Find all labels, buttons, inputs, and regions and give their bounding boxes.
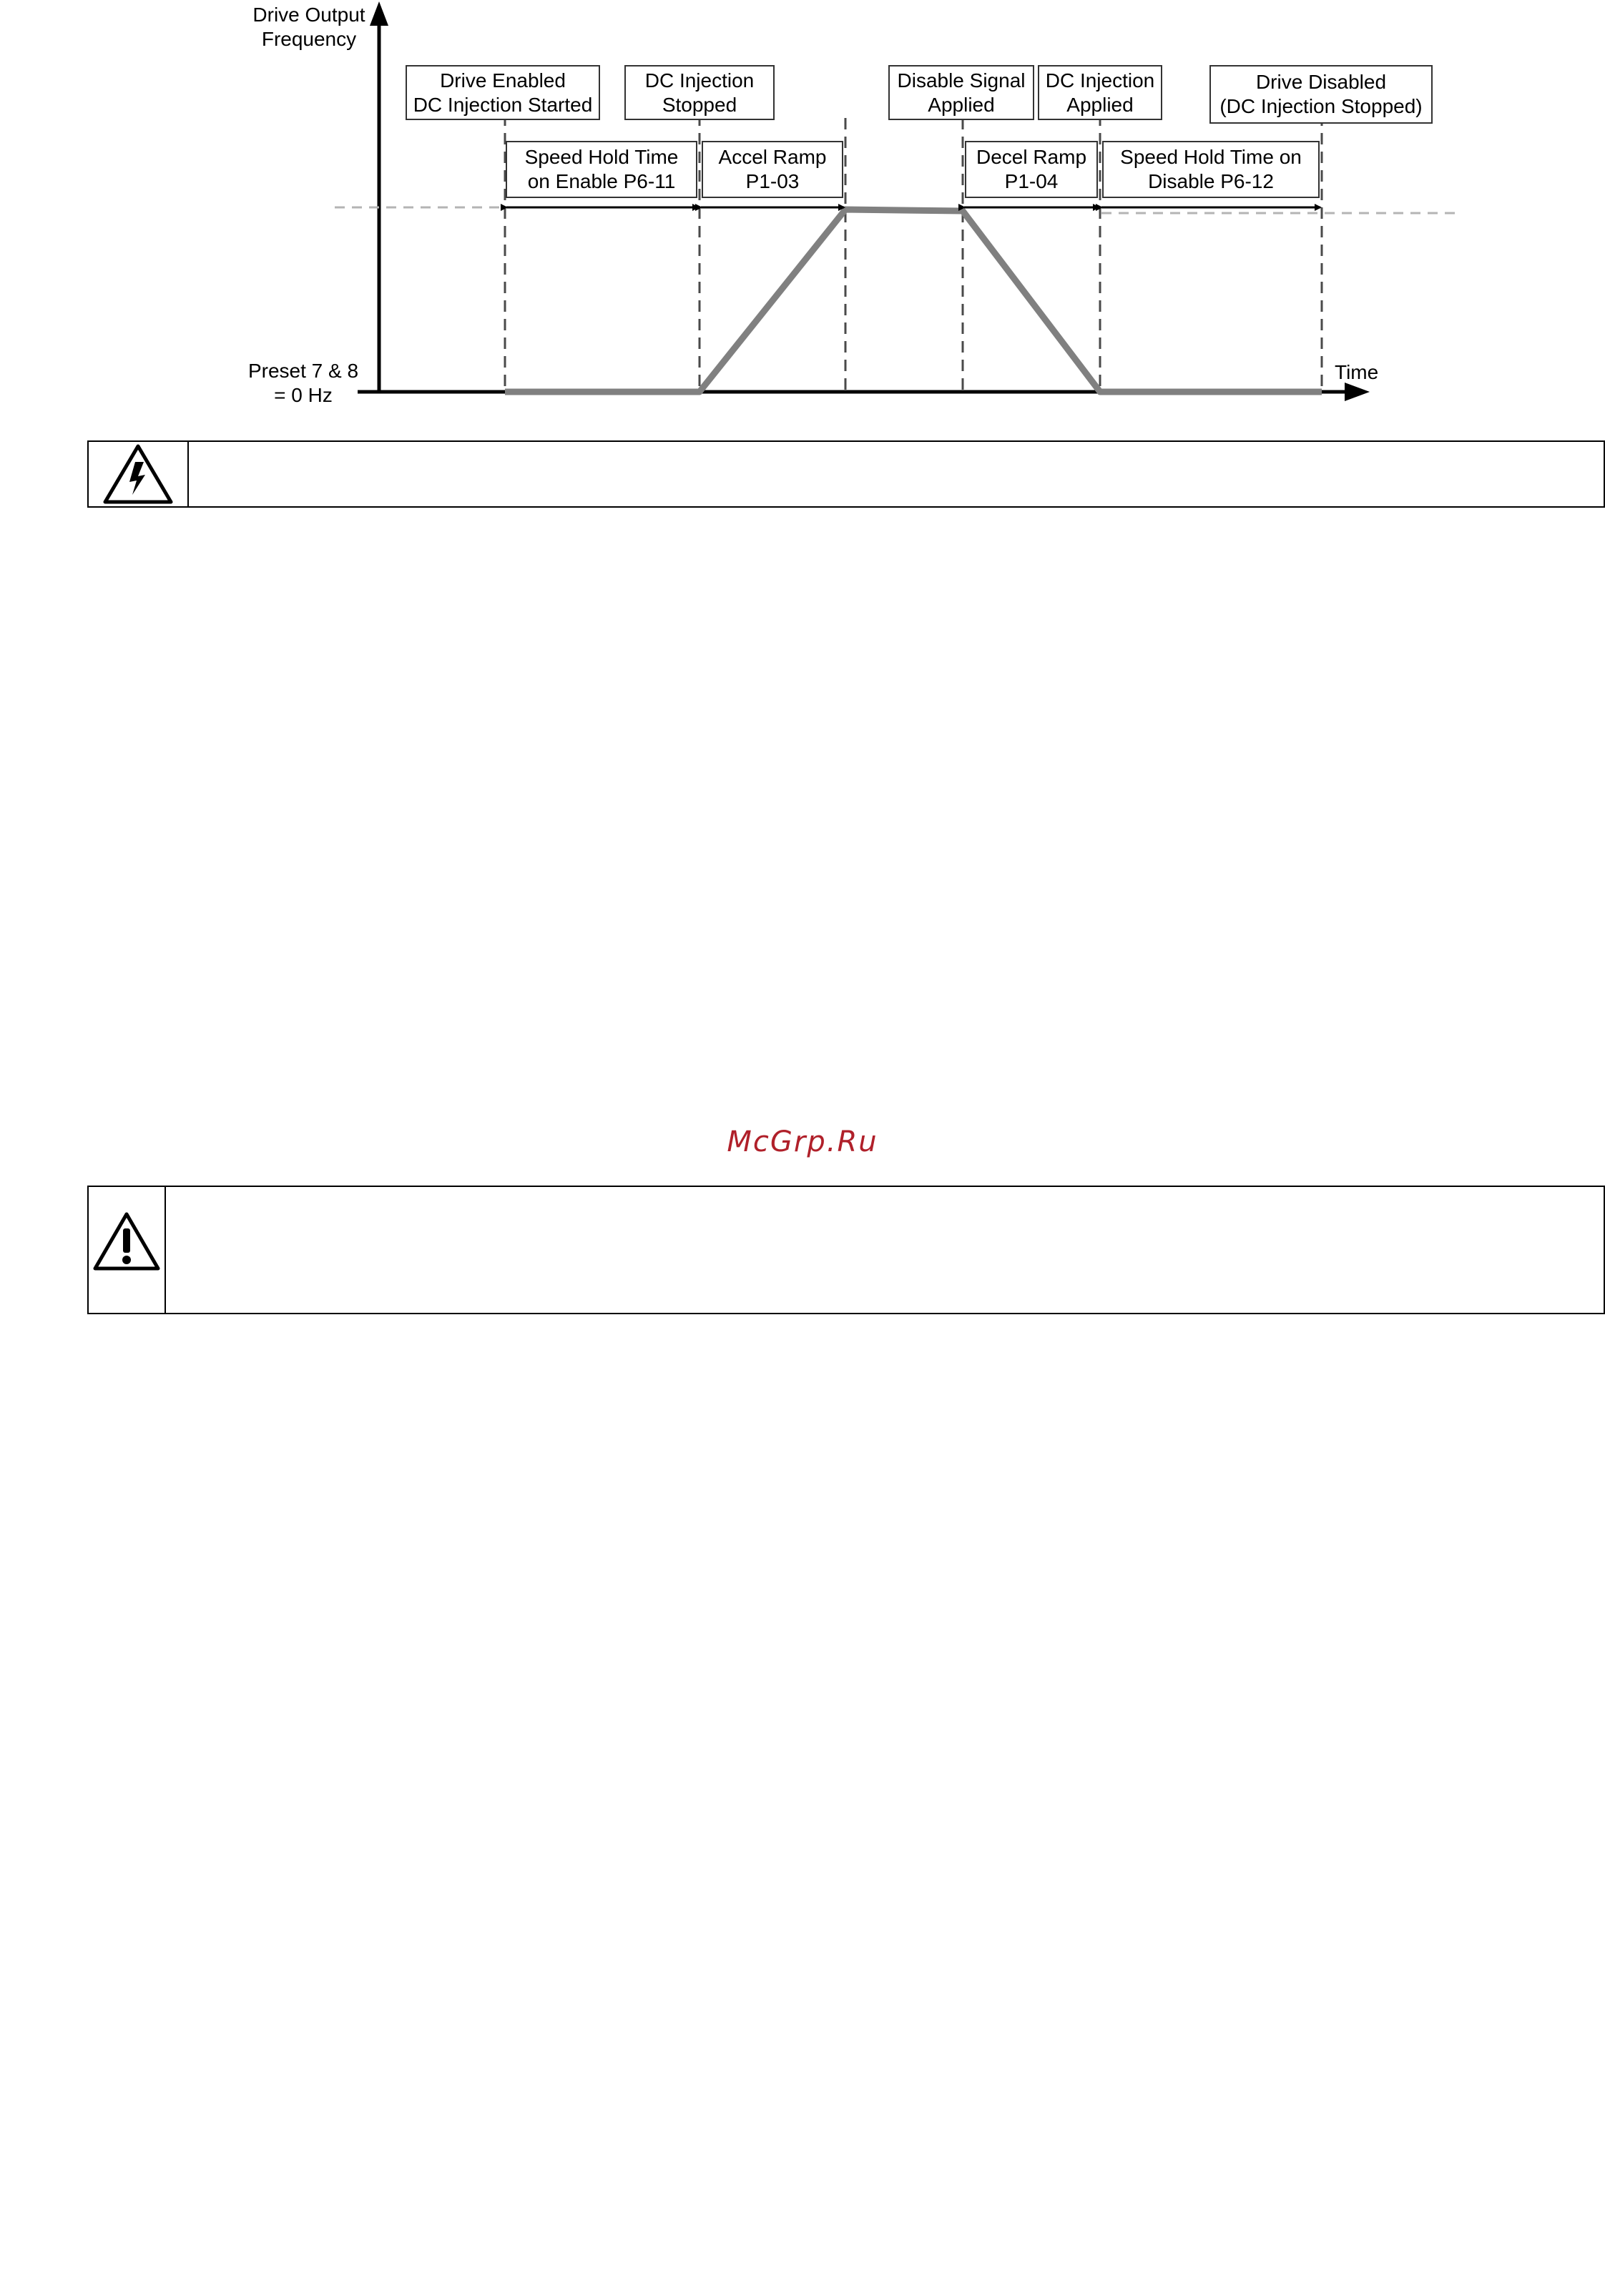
svg-text:Accel Ramp: Accel Ramp [718,146,827,168]
svg-text:P1-04: P1-04 [1004,170,1059,192]
svg-text:Drive Disabled: Drive Disabled [1255,71,1387,93]
baseline-label-line-2: = 0 Hz [274,384,333,406]
y-axis-label-line-2: Frequency [261,28,357,50]
svg-text:Drive Enabled: Drive Enabled [440,69,566,92]
svg-text:DC Injection: DC Injection [644,69,755,92]
event-box-drive-enabled [406,66,599,119]
event-box-dc-injection-applied [1039,66,1162,119]
svg-text:Stopped: Stopped [662,94,737,116]
x-axis-label: Time [1335,361,1379,383]
phase-box-decel-ramp [966,142,1097,197]
svg-text:Speed Hold Time on: Speed Hold Time on [1120,146,1302,168]
caution-warning-text [166,1187,1604,1313]
svg-text:DC Injection: DC Injection [1045,69,1155,92]
electric-shock-warning-text [189,442,1604,506]
baseline-label-line-1: Preset 7 & 8 [247,360,359,382]
caution-icon-cell [89,1187,166,1313]
svg-text:DC Injection Started: DC Injection Started [413,94,593,116]
electric-shock-warning-box [87,440,1605,508]
svg-text:Applied: Applied [928,94,995,116]
phase-box-speed-hold-enable [506,142,697,197]
electric-shock-warning-icon [102,443,174,505]
event-box-drive-disabled [1210,66,1432,123]
svg-text:on Enable P6-11: on Enable P6-11 [527,170,676,192]
svg-text:Disable P6-12: Disable P6-12 [1148,170,1274,192]
frequency-profile [505,210,1322,392]
caution-exclamation-icon [92,1211,161,1271]
event-box-dc-injection-stopped [625,66,774,119]
event-box-disable-signal-applied [889,66,1034,119]
svg-text:Applied: Applied [1066,94,1134,116]
warning-icon-cell [89,442,189,506]
svg-text:Decel Ramp: Decel Ramp [976,146,1087,168]
y-axis-arrowhead [370,1,388,26]
phase-box-speed-hold-disable [1103,142,1319,197]
x-axis-arrowhead [1345,383,1370,401]
phase-box-accel-ramp [702,142,843,197]
watermark-text: McGrp.Ru [727,1125,878,1158]
svg-text:Disable Signal: Disable Signal [897,69,1026,92]
svg-text:(DC Injection Stopped): (DC Injection Stopped) [1219,95,1423,117]
dc-injection-timing-diagram [0,0,1605,443]
caution-warning-box [87,1186,1605,1314]
y-axis-label-line-1: Drive Output [252,4,365,26]
svg-text:P1-03: P1-03 [745,170,800,192]
svg-text:Speed Hold Time: Speed Hold Time [524,146,679,168]
